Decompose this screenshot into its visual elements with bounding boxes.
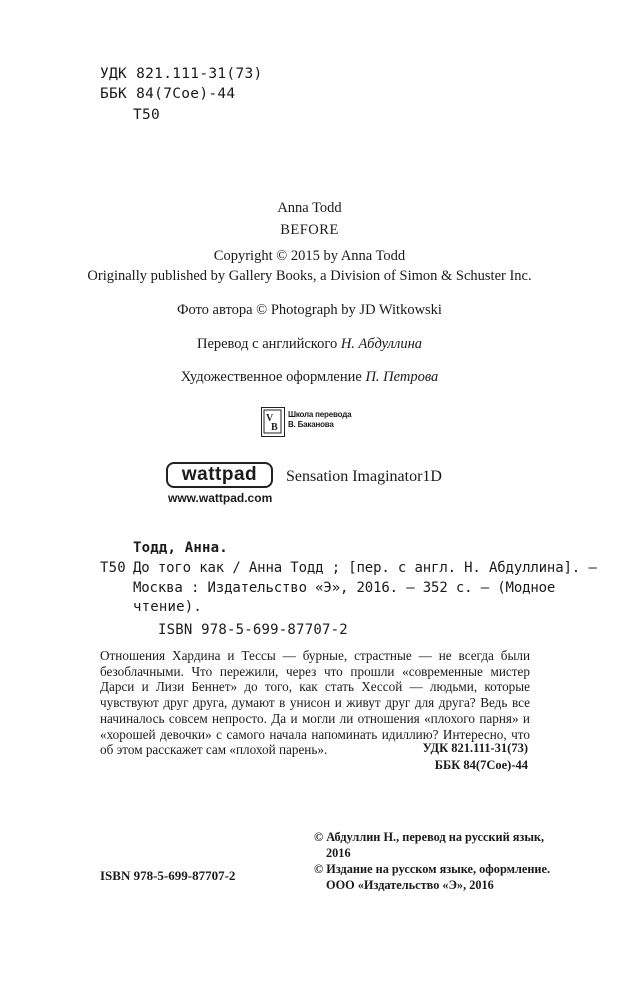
design-label: Художественное оформление	[180, 369, 362, 385]
svg-text:V: V	[266, 413, 274, 424]
wattpad-handle: Sensation Imaginator1D	[286, 468, 442, 485]
school-logo-icon	[262, 408, 283, 435]
annotation-udk: УДК 821.111-31(73)	[422, 741, 528, 755]
footer-isbn: ISBN 978-5-699-87707-2	[100, 868, 236, 883]
translation-credit	[0, 336, 619, 353]
bib-heading: Тодд, Анна.	[133, 540, 228, 556]
bib-isbn: ISBN 978-5-699-87707-2	[158, 622, 348, 638]
bib-line-3: чтение).	[133, 599, 203, 615]
translation-label: Перевод с английского	[196, 336, 338, 352]
footer-copyright-3: ООО «Издательство «Э», 2016	[326, 878, 494, 892]
original-publisher: Originally published by Gallery Books, a Division of Simon & Schuster Inc.	[87, 268, 532, 284]
wattpad-logo: wattpad	[166, 462, 273, 488]
author-mark: Т50	[133, 107, 161, 123]
wattpad-url: www.wattpad.com	[168, 491, 273, 505]
design-credit	[0, 369, 619, 386]
original-title: BEFORE	[280, 222, 339, 238]
footer-copyright-1: © Абдуллин Н., перевод на русский язык,	[314, 830, 545, 844]
bib-line-1: До того как / Анна Тодд ; [пер. с англ. Н. Абдуллина]. —	[133, 560, 597, 576]
footer-copyright-1-year: 2016	[326, 846, 351, 860]
school-logo-line1: Школа перевода	[288, 410, 352, 419]
svg-text:B: B	[271, 422, 278, 433]
annotation-bbk: ББК 84(7Сое)-44	[434, 758, 528, 772]
bib-line-2: Москва : Издательство «Э», 2016. — 352 с. — (Модное	[133, 580, 556, 596]
original-copyright: Copyright © 2015 by Anna Todd	[213, 248, 406, 264]
school-logo-text	[288, 410, 351, 430]
photo-credit: Фото автора © Photograph by JD Witkowski	[177, 302, 442, 318]
school-logo-mark	[261, 407, 285, 437]
udk-code: УДК 821.111-31(73)	[100, 66, 263, 82]
footer-copyright-2: © Издание на русском языке, оформление.	[314, 862, 551, 876]
bbk-code: ББК 84(7Сое)-44	[100, 86, 236, 102]
designer-name: П. Петрова	[365, 369, 439, 385]
annotation-text: Отношения Хардина и Тессы — бурные, страстные — не всегда были безоблачными. Что пережили, через что прошли «современные мистер Дарси и Лизи Беннет» до того, как стать Хессой — людьми, которые чувствуют друг друга, думают в унисон и живут друг для друга? Ведь все начиналось совсем непросто. Да и могли ли отношения «плохого парня» и «хорошей девочки» с самого начала напоминать идиллию? Интересно, что об этом расскажет сам «плохой парень».	[100, 648, 530, 758]
translator-name: Н. Абдуллина	[340, 336, 423, 352]
school-logo-line2: В. Баканова	[288, 420, 334, 429]
original-author: Anna Todd	[277, 200, 342, 216]
bib-mark: Т50	[100, 560, 126, 576]
